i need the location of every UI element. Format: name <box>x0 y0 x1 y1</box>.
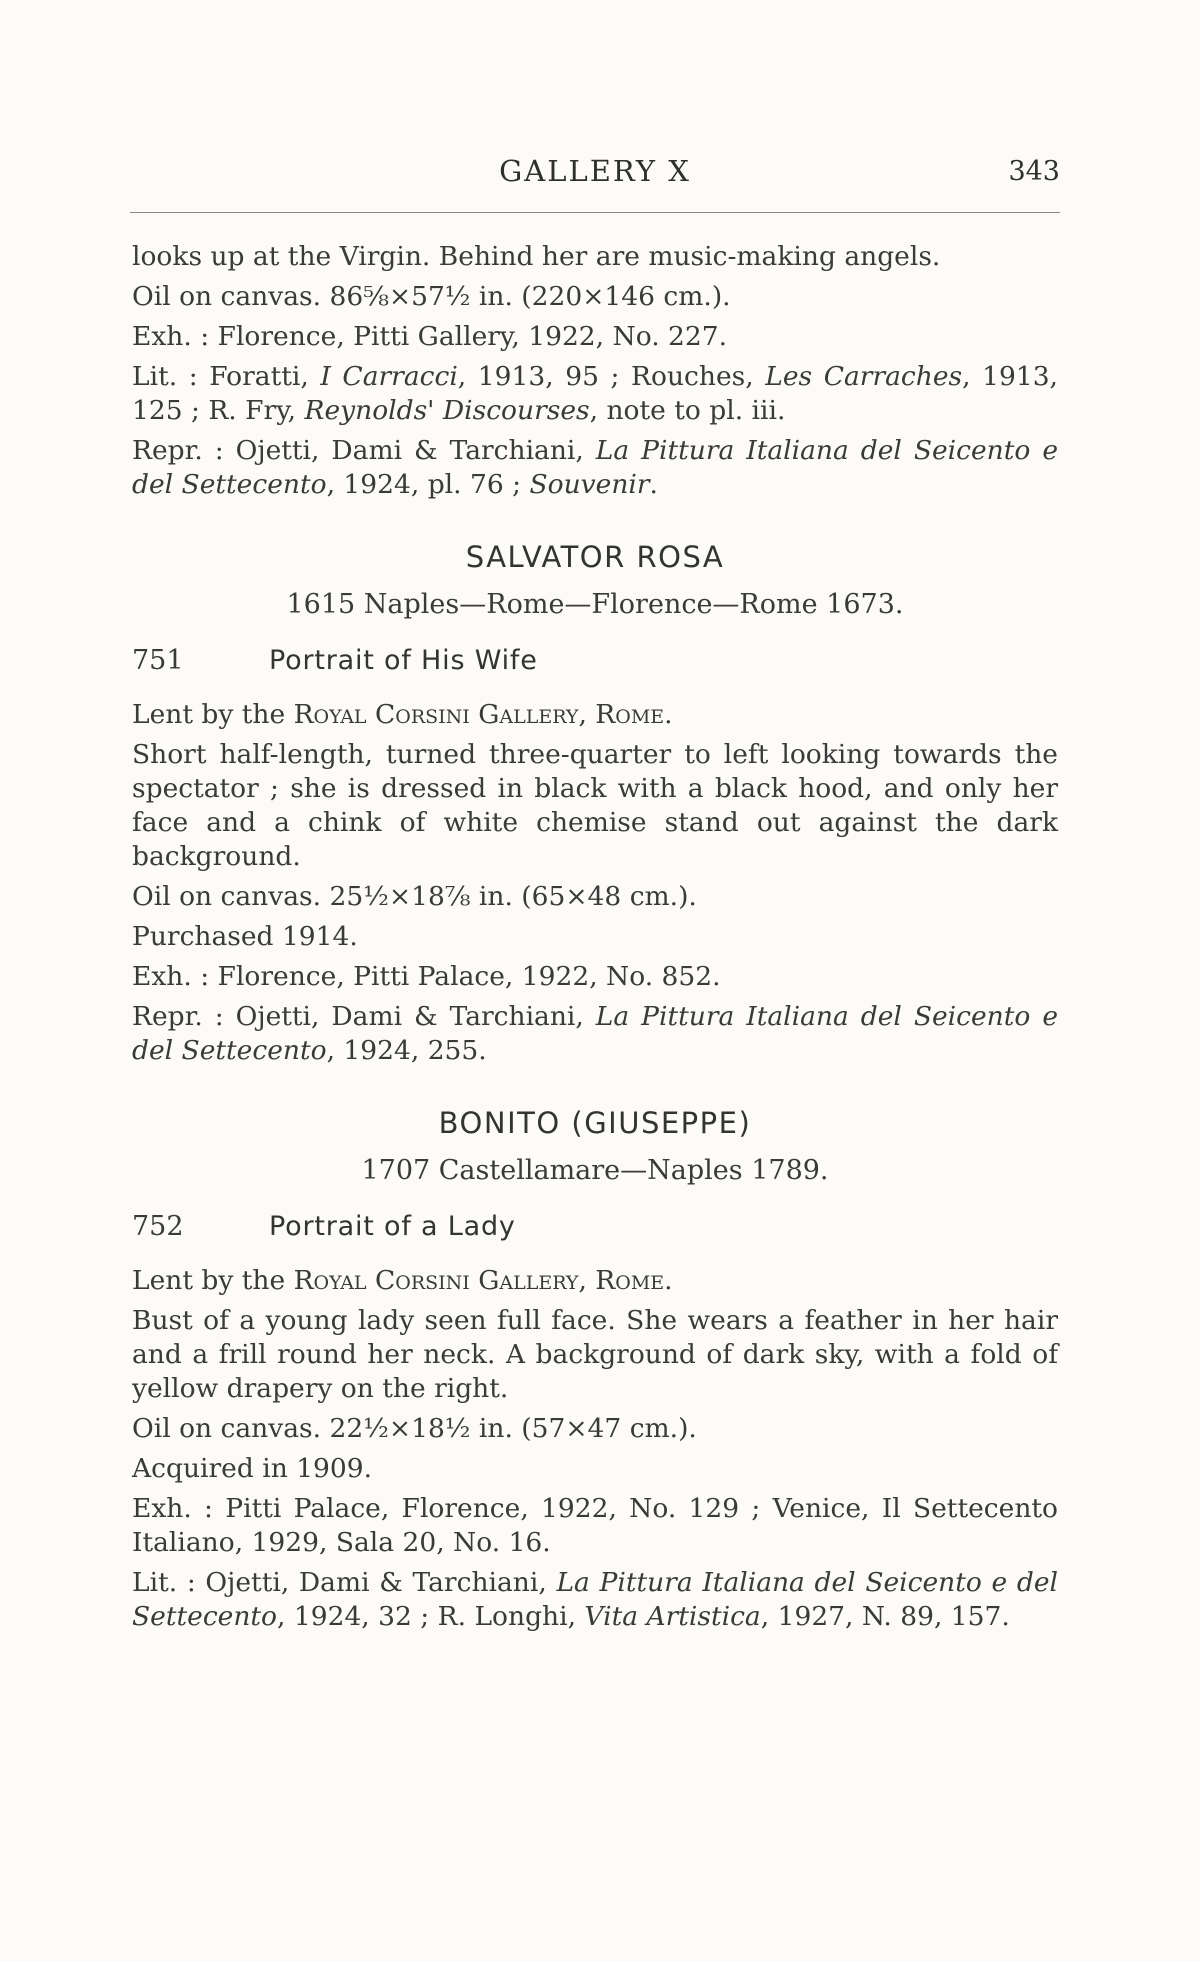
repr-title-2: Souvenir <box>529 469 650 500</box>
painting-provenance: Purchased 1914. <box>132 921 358 952</box>
painting-title: Portrait of a Lady <box>269 1211 516 1242</box>
lender-line <box>132 698 1058 732</box>
repr-title: La Pittura Italiana del Seicento e del Settecento <box>132 1001 1058 1066</box>
artist-dates: 1707 Castellamare—Naples 1789. <box>361 1155 829 1186</box>
repr-suffix: . <box>649 469 658 500</box>
catalogue-entry-title <box>132 644 1058 678</box>
lender-prefix: Lent by the <box>132 1265 294 1296</box>
lit-title-1: La Pittura Italiana del Seicento e del Settecento <box>132 1567 1058 1632</box>
repr-prefix: Repr. : Ojetti, Dami & Tarchiani, <box>132 1001 596 1032</box>
catalogue-number: 752 <box>132 1211 184 1242</box>
catalogue-entry-title <box>132 1210 1058 1244</box>
artist-heading: SALVATOR ROSA <box>465 540 725 574</box>
lit-mid: , 1924, 32 ; R. Longhi, <box>277 1601 585 1632</box>
continuation-exhibition: Exh. : Florence, Pitti Gallery, 1922, No. 227. <box>132 321 728 352</box>
painting-medium: Oil on canvas. 22½×18½ in. (57×47 cm.). <box>132 1413 697 1444</box>
continuation-reproduction <box>132 434 1058 502</box>
repr-prefix: Repr. : Ojetti, Dami & Tarchiani, <box>132 435 596 466</box>
painting-description: Bust of a young lady seen full face. She wears a feather in her hair and a frill round her neck. A background of dark sky, with a fold of yellow drapery on the right. <box>132 1305 1058 1404</box>
page-header <box>130 152 1060 192</box>
painting-title: Portrait of His Wife <box>269 645 538 676</box>
lender-suffix: . <box>664 699 673 730</box>
lender-line <box>132 1264 1058 1298</box>
painting-literature <box>132 1566 1058 1634</box>
lender-name: Royal Corsini Gallery, Rome <box>293 699 665 730</box>
painting-medium: Oil on canvas. 25½×18⅞ in. (65×48 cm.). <box>132 881 697 912</box>
header-rule <box>130 212 1060 213</box>
page-content <box>132 240 1058 1640</box>
lit-title-2: Vita Artistica <box>584 1601 761 1632</box>
painting-exhibition: Exh. : Florence, Pitti Palace, 1922, No. 852. <box>132 961 721 992</box>
lender-name: Royal Corsini Gallery, Rome <box>293 1265 665 1296</box>
artist-heading: BONITO (GIUSEPPE) <box>438 1106 752 1140</box>
repr-title: La Pittura Italiana del Seicento e del Settecento <box>132 435 1058 500</box>
lit-title-3: Reynolds' Discourses <box>304 395 590 426</box>
painting-reproduction <box>132 1000 1058 1068</box>
page-number: 343 <box>1008 156 1060 187</box>
lit-prefix: Lit. : Ojetti, Dami & Tarchiani, <box>132 1567 557 1598</box>
repr-suffix: , 1924, 255. <box>326 1035 487 1066</box>
catalogue-number: 751 <box>132 645 184 676</box>
lit-title-1: I Carracci <box>320 361 458 392</box>
continuation-medium: Oil on canvas. 86⅝×57½ in. (220×146 cm.). <box>132 281 731 312</box>
painting-description: Short half-length, turned three-quarter to left looking towards the spectator ; she is dressed in black with a black hood, and only her face and a chink of white chemise stand out against the dark background. <box>132 739 1058 872</box>
lit-mid-2: , 1913, 125 ; R. Fry, <box>132 361 1058 426</box>
running-title: GALLERY X <box>499 154 691 188</box>
lit-suffix: , note to pl. iii. <box>589 395 786 426</box>
lit-prefix: Lit. : Foratti, <box>132 361 321 392</box>
lender-prefix: Lent by the <box>132 699 294 730</box>
lit-title-2: Les Carraches <box>765 361 963 392</box>
artist-dates: 1615 Naples—Rome—Florence—Rome 1673. <box>286 589 904 620</box>
repr-mid: , 1924, pl. 76 ; <box>326 469 530 500</box>
lender-suffix: . <box>664 1265 673 1296</box>
lit-suffix: , 1927, N. 89, 157. <box>760 1601 1010 1632</box>
continuation-text: looks up at the Virgin. Behind her are music-making angels. <box>132 241 941 272</box>
continuation-literature <box>132 360 1058 428</box>
painting-provenance: Acquired in 1909. <box>132 1453 373 1484</box>
lit-mid-1: , 1913, 95 ; Rouches, <box>457 361 766 392</box>
painting-exhibition: Exh. : Pitti Palace, Florence, 1922, No. 129 ; Venice, Il Settecento Italiano, 1929, Sala 20, No. 16. <box>132 1493 1058 1558</box>
